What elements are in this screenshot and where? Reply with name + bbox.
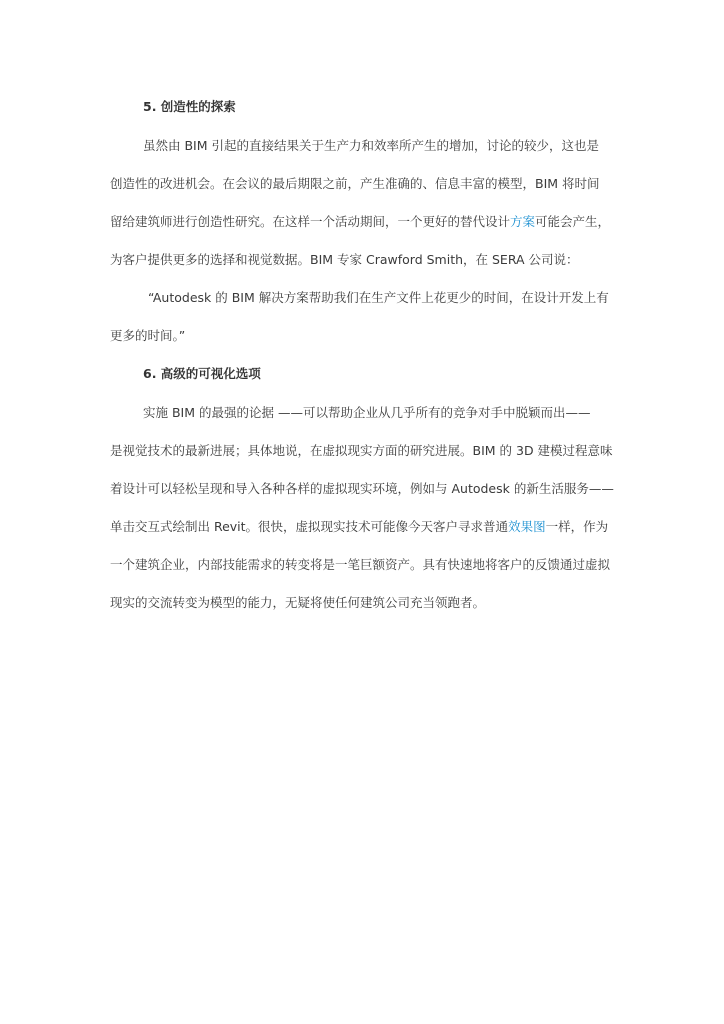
xiaoguotu-link[interactable]: 效果图 bbox=[508, 519, 546, 534]
fangan-link[interactable]: 方案 bbox=[510, 214, 536, 229]
section-6-paragraph-line-6: 现实的交流转变为模型的能力，无疑将使任何建筑公司充当领跑者。 bbox=[110, 595, 486, 610]
section-5-paragraph-line-3-text-b: 可能会产生， bbox=[535, 214, 611, 229]
section-5-paragraph-line-2: 创造性的改进机会。在会议的最后期限之前，产生准确的、信息丰富的模型，BIM 将时间 bbox=[110, 176, 600, 191]
section-6-paragraph-line-4-text-a: 单击交互式绘制出 Revit。很快，虚拟现实技术可能像今天客户寻求普通 bbox=[110, 519, 509, 534]
section-5-paragraph-line-4: 为客户提供更多的选择和视觉数据。BIM 专家 Crawford Smith，在 SERA 公司说： bbox=[110, 252, 579, 267]
section-6-paragraph-line-3: 着设计可以轻松呈现和导入各种各样的虚拟现实环境，例如与 Autodesk 的新生活服务—— bbox=[110, 481, 614, 496]
section-6-paragraph-line-4-text-b: 一样，作为 bbox=[545, 519, 609, 534]
section-5-paragraph-line-3 bbox=[110, 214, 610, 230]
section-5-paragraph-line-3-text-a: 留给建筑师进行创造性研究。在这样一个活动期间，一个更好的替代设计 bbox=[110, 214, 511, 229]
section-5-heading: 5. 创造性的探索 bbox=[143, 99, 236, 114]
section-6-paragraph-line-2: 是视觉技术的最新进展；具体地说，在虚拟现实方面的研究进展。BIM 的 3D 建模过程意味 bbox=[110, 443, 613, 458]
section-5-paragraph-line-1: 虽然由 BIM 引起的直接结果关于生产力和效率所产生的增加，讨论的较少，这也是 bbox=[143, 138, 599, 153]
section-6-paragraph-line-1: 实施 BIM 的最强的论据 ——可以帮助企业从几乎所有的竞争对手中脱颖而出—— bbox=[143, 405, 591, 420]
section-6-heading: 6. 高级的可视化选项 bbox=[143, 366, 261, 381]
section-6-paragraph-line-4 bbox=[110, 519, 608, 535]
quote-line-2: 更多的时间。” bbox=[110, 328, 186, 343]
quote-line-1: “Autodesk 的 BIM 解决方案帮助我们在生产文件上花更少的时间，在设计开发上有 bbox=[148, 290, 609, 305]
section-6-paragraph-line-5: 一个建筑企业，内部技能需求的转变将是一笔巨额资产。具有快速地将客户的反馈通过虚拟 bbox=[110, 557, 611, 572]
